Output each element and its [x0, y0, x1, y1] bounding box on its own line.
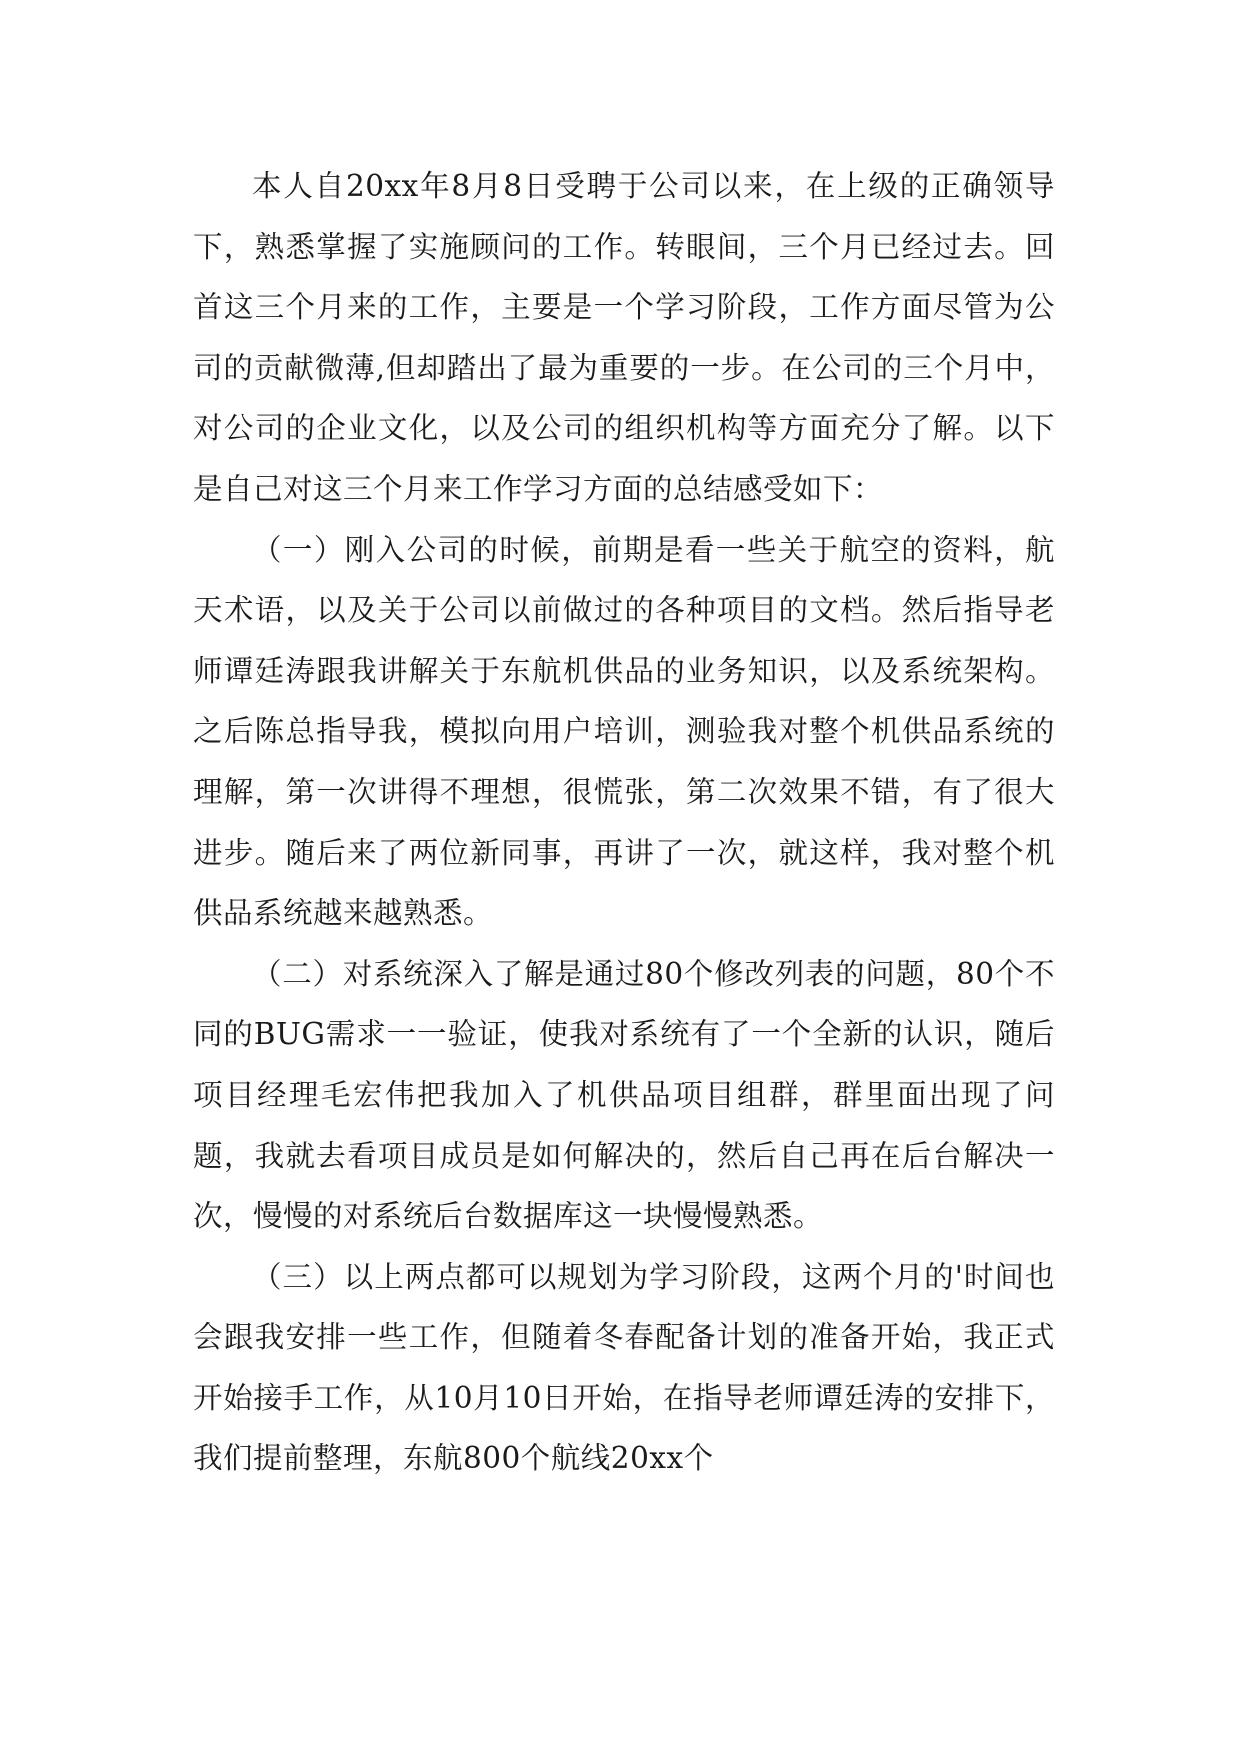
- paragraph-section-two: （二）对系统深入了解是通过80个修改列表的问题，80个不同的BUG需求一一验证，使我对系统有了一个全新的认识，随后项目经理毛宏伟把我加入了机供品项目组群，群里面出现了问题，我就去看项目成员是如何解决的，然后自己再在后台解决一次，慢慢的对系统后台数据库这一块慢慢熟悉。: [193, 956, 1055, 1234]
- paragraph-section-one: （一）刚入公司的时候，前期是看一些关于航空的资料，航天术语，以及关于公司以前做过的各种项目的文档。然后指导老师谭廷涛跟我讲解关于东航机供品的业务知识，以及系统架构。之后陈总指导我，模拟向用户培训，测验我对整个机供品系统的理解，第一次讲得不理想，很慌张，第二次效果不错，有了很大进步。随后来了两位新同事，再讲了一次，就这样，我对整个机供品系统越来越熟悉。: [193, 532, 1055, 931]
- document-body: [193, 156, 1055, 1489]
- paragraph-section-three: （三）以上两点都可以规划为学习阶段，这两个月的'时间也会跟我安排一些工作，但随着冬春配备计划的准备开始，我正式开始接手工作，从10月10日开始，在指导老师谭廷涛的安排下，我们提前整理，东航800个航线20xx个: [193, 1259, 1055, 1476]
- paragraph-intro: 本人自20xx年8月8日受聘于公司以来，在上级的正确领导下，熟悉掌握了实施顾问的工作。转眼间，三个月已经过去。回首这三个月来的工作，主要是一个学习阶段，工作方面尽管为公司的贡献微薄,但却踏出了最为重要的一步。在公司的三个月中，对公司的企业文化，以及公司的组织机构等方面充分了解。以下是自己对这三个月来工作学习方面的总结感受如下：: [193, 169, 1055, 506]
